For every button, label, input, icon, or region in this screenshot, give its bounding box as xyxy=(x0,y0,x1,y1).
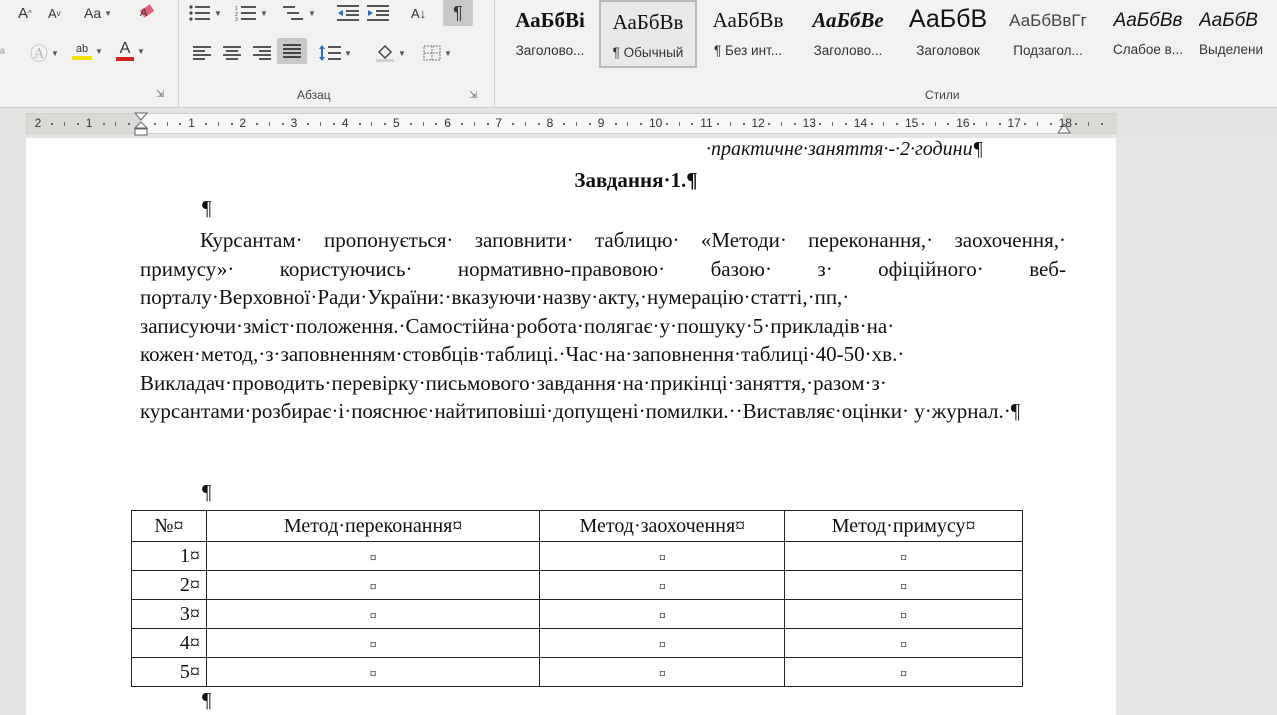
style-sample: АаБбВвГг xyxy=(1009,11,1087,30)
ruler-tick xyxy=(1050,123,1052,125)
multilevel-list-icon xyxy=(283,5,305,21)
shrink-font-icon: A xyxy=(48,5,57,21)
ruler-tick xyxy=(371,122,372,126)
ruler-number: 11 xyxy=(700,116,713,130)
style-name: Подзагол... xyxy=(1013,43,1083,58)
line-spacing-button[interactable]: ▼ xyxy=(319,40,352,66)
ruler-tick xyxy=(487,123,489,125)
style-heading-1[interactable] xyxy=(501,0,599,68)
style-no-spacing[interactable] xyxy=(699,0,797,68)
ruler-tick xyxy=(819,123,821,125)
styles-group xyxy=(494,0,1277,108)
ruler-tick xyxy=(307,123,309,125)
align-left-icon xyxy=(193,46,211,60)
table-row xyxy=(132,542,1023,571)
ruler-tick xyxy=(563,123,565,125)
ruler-tick xyxy=(128,123,130,125)
ruler-tick xyxy=(538,123,540,125)
style-sample: АаБбВ xyxy=(1199,10,1258,31)
grow-font-icon: A xyxy=(18,4,29,22)
ruler-tick xyxy=(1088,122,1089,126)
shrink-font-button[interactable]: A v xyxy=(48,5,61,21)
table-cell[interactable]: ¤ xyxy=(900,579,908,595)
ruler-number: 4 xyxy=(341,116,349,130)
ruler-tick xyxy=(423,122,424,126)
svg-text:1: 1 xyxy=(235,6,238,12)
row-number-cell[interactable]: 3¤ xyxy=(132,600,207,629)
ruler-tick xyxy=(103,123,105,125)
workspace-background xyxy=(1116,138,1277,715)
text-effects-button[interactable]: Ⓐ ▼ xyxy=(30,40,59,66)
header-cell-coercion[interactable]: Метод·примусу¤ xyxy=(785,511,1023,542)
ruler-tick xyxy=(474,122,475,126)
ruler-tick xyxy=(179,123,181,125)
table-cell[interactable]: ¤ xyxy=(369,637,377,653)
bullets-button[interactable]: ▼ xyxy=(189,0,222,26)
ruler-tick xyxy=(640,123,642,125)
ruler-number: 9 xyxy=(597,116,605,130)
ruler-tick xyxy=(269,122,270,126)
style-name: ¶ Обычный xyxy=(612,45,684,60)
table-cell[interactable]: ¤ xyxy=(658,637,666,653)
svg-text:A: A xyxy=(140,7,148,19)
style-subtle-emphasis[interactable] xyxy=(1099,0,1197,68)
row-number-cell[interactable]: 4¤ xyxy=(132,629,207,658)
ruler-tick xyxy=(973,123,975,125)
change-case-label: Aa xyxy=(84,5,102,21)
style-name: Заголовок xyxy=(916,43,980,58)
align-left-button[interactable] xyxy=(193,40,211,66)
ruler-tick xyxy=(947,123,949,125)
ruler-tick xyxy=(256,123,258,125)
clear-formatting-button[interactable] xyxy=(138,0,158,26)
ruler-tick xyxy=(51,123,53,125)
ruler-tick xyxy=(576,122,577,126)
ruler-tick xyxy=(627,122,628,126)
change-case-button[interactable]: Aa ▼ xyxy=(84,5,113,21)
style-name: Заголово... xyxy=(515,43,585,58)
ruler-tick xyxy=(794,123,796,125)
ruler-tick xyxy=(781,122,782,126)
style-heading-2[interactable] xyxy=(799,0,897,68)
highlight-color-button[interactable]: ab ▼ xyxy=(72,38,103,64)
ruler-tick xyxy=(832,122,833,126)
style-sample: АаБбВе xyxy=(812,8,884,32)
ruler-tick xyxy=(589,123,591,125)
svg-text:3: 3 xyxy=(235,17,238,21)
table-cell[interactable]: ¤ xyxy=(369,579,377,595)
style-sample: АаБбВв xyxy=(612,10,684,34)
line-spacing-icon xyxy=(319,45,341,61)
ribbon xyxy=(0,0,1277,108)
show-formatting-marks-button[interactable] xyxy=(443,0,473,26)
header-cell-encouragement[interactable]: Метод·заохочення¤ xyxy=(540,511,785,542)
grow-font-button[interactable]: A ^ xyxy=(18,4,32,22)
ruler-tick xyxy=(935,122,936,126)
ruler-tick xyxy=(922,123,924,125)
ruler-tick xyxy=(999,123,1001,125)
ruler-tick xyxy=(115,122,116,126)
ruler-number: 8 xyxy=(546,116,554,130)
table-cell[interactable]: ¤ xyxy=(658,666,666,682)
ruler-tick xyxy=(384,123,386,125)
sort-button[interactable] xyxy=(411,0,426,26)
bullets-icon xyxy=(189,5,211,21)
ruler-number: 17 xyxy=(1007,116,1021,130)
table-cell[interactable]: ¤ xyxy=(369,550,377,566)
ruler-number: 3 xyxy=(290,116,298,130)
ruler-tick xyxy=(205,123,207,125)
style-name: ¶ Без инт... xyxy=(714,43,782,58)
ruler-tick xyxy=(883,122,884,126)
ruler-number: 18 xyxy=(1058,116,1072,130)
style-emphasis[interactable] xyxy=(1199,0,1277,68)
table-header-row xyxy=(132,511,1023,542)
ruler-number: 1 xyxy=(85,116,93,130)
increase-indent-icon xyxy=(367,5,389,21)
table-cell[interactable]: ¤ xyxy=(658,579,666,595)
ruler-tick xyxy=(525,122,526,126)
body-paragraph: Курсантам· пропонується· заповнити· таблицю· «Методи· переконання,· заохочення,· примусу»· користуючись· нормативно-правовою· базою· з· офіційного· веб-порталу·Верховної·Ради·України:·вказуючи·назву·акту,·нумерацію·статті,·пп,· записуючи·зміст·положення.·Самостійна·робота·полягає·у·пошуку·5·прикладів·на· кожен·метод,·з·заповненням·стовбців·таблиці.·Час·на·заповнення·таблиці·40-50·хв.· Викладач·проводить·перевірку·письмового·завдання·на·прикінці·заняття,·разом·з· курсантами·розбирає·і·пояснює·найтиповіші·допущені·помилки.··Виставляє·оцінки· у·журнал.·¶ xyxy=(140,228,1066,423)
paint-bucket-icon xyxy=(375,44,395,62)
decrease-indent-button[interactable] xyxy=(337,0,359,26)
style-name: Выделени xyxy=(1199,42,1264,57)
table-cell[interactable]: ¤ xyxy=(900,637,908,653)
decrease-indent-icon xyxy=(337,5,359,21)
ruler-tick xyxy=(512,123,514,125)
ruler-tick xyxy=(845,123,847,125)
ruler-tick xyxy=(231,123,233,125)
table-row xyxy=(132,571,1023,600)
ruler-number: 15 xyxy=(905,116,919,130)
document-page[interactable] xyxy=(26,138,1116,715)
ruler-tick xyxy=(1037,122,1038,126)
ruler-tick xyxy=(435,123,437,125)
borders-icon xyxy=(423,45,441,61)
table-row xyxy=(132,658,1023,687)
style-sample: АаБбВі xyxy=(515,8,585,32)
ruler-tick xyxy=(410,123,412,125)
align-center-button[interactable] xyxy=(223,40,241,66)
style-subtitle[interactable] xyxy=(999,0,1097,68)
ruler-tick xyxy=(359,123,361,125)
increase-indent-button[interactable] xyxy=(367,0,389,26)
ruler-number: 14 xyxy=(853,116,868,130)
paragraph-dialog-launcher-icon[interactable]: ⇲ xyxy=(469,90,478,101)
svg-text:2: 2 xyxy=(235,12,238,18)
ruler-tick xyxy=(896,123,898,125)
font-color-icon: A xyxy=(116,41,134,61)
ruler-tick xyxy=(615,123,617,125)
font-color-button[interactable]: A ▼ xyxy=(116,38,145,64)
ruler-number: 5 xyxy=(393,116,400,130)
style-sample: АаБбВв xyxy=(1113,10,1183,31)
style-title[interactable] xyxy=(899,0,997,68)
styles-group-label: Стили xyxy=(925,88,960,102)
ruler-tick xyxy=(77,123,79,125)
font-group xyxy=(0,0,176,108)
numbering-button[interactable]: 1 2 3 ▼ xyxy=(235,6,268,21)
ruler-tick xyxy=(871,123,873,125)
header-cell-number[interactable]: №¤ xyxy=(132,511,207,542)
ruler-tick xyxy=(730,122,731,126)
ruler-number: 6 xyxy=(444,116,451,130)
header-cell-persuasion[interactable]: Метод·переконання¤ xyxy=(206,511,540,542)
ruler-tick xyxy=(666,123,668,125)
style-sample: АаБбВв xyxy=(712,8,784,32)
ruler-tick xyxy=(1024,123,1026,125)
text-outline-icon: Ⓐ xyxy=(30,44,48,64)
table-cell[interactable]: ¤ xyxy=(900,550,908,566)
ruler-tick xyxy=(320,122,321,126)
ruler-tick xyxy=(167,122,168,126)
ruler-number: 2 xyxy=(34,116,42,130)
ruler-tick xyxy=(679,122,680,126)
sort-icon: A↓ xyxy=(411,5,427,21)
align-right-icon xyxy=(253,46,271,60)
eraser-icon xyxy=(138,4,158,22)
ruler-tick xyxy=(154,123,156,125)
ruler-tick xyxy=(1101,123,1103,125)
ruler-tick xyxy=(64,122,65,126)
empty-paragraph: ¶ xyxy=(202,480,212,504)
table-cell[interactable]: ¤ xyxy=(369,608,377,624)
ruler-tick xyxy=(743,123,745,125)
ruler-tick xyxy=(986,122,987,126)
ruler-tick xyxy=(218,122,219,126)
row-number-cell[interactable]: 2¤ xyxy=(132,571,207,600)
table-cell[interactable]: ¤ xyxy=(658,608,666,624)
ruler-tick xyxy=(333,123,335,125)
multilevel-list-button[interactable]: ▼ xyxy=(283,0,316,26)
ruler-number: 1 xyxy=(188,116,195,130)
highlighter-icon: ab xyxy=(72,43,92,60)
ruler-tick xyxy=(282,123,284,125)
empty-paragraph: ¶ xyxy=(202,688,212,712)
borders-button[interactable]: ▼ xyxy=(423,40,452,66)
horizontal-ruler[interactable] xyxy=(26,113,1116,134)
align-right-button[interactable] xyxy=(253,40,271,66)
methods-table[interactable] xyxy=(131,510,1023,687)
table-cell[interactable]: ¤ xyxy=(658,550,666,566)
ruler-number: 12 xyxy=(751,116,765,130)
empty-paragraph: ¶ xyxy=(202,196,212,220)
style-name: Слабое в... xyxy=(1112,42,1184,57)
font-dialog-launcher-icon[interactable]: ⇲ xyxy=(156,89,165,100)
paragraph-group-label: Абзац xyxy=(297,88,331,102)
row-number-cell[interactable]: 5¤ xyxy=(132,658,207,687)
header-line: ·практичне·заняття·-·2·години¶ xyxy=(706,138,984,160)
table-row xyxy=(132,629,1023,658)
ruler-tick xyxy=(691,123,693,125)
table-cell[interactable]: ¤ xyxy=(900,608,908,624)
ruler-tick xyxy=(768,123,770,125)
style-name: Заголово... xyxy=(813,43,883,58)
ruler-number: 2 xyxy=(239,116,247,130)
ruler-number: 13 xyxy=(802,116,816,130)
paragraph-group xyxy=(178,0,490,108)
align-center-icon xyxy=(223,46,241,60)
table-row xyxy=(132,600,1023,629)
ruler-number: 16 xyxy=(956,116,970,130)
justify-icon xyxy=(283,44,301,58)
ruler-tick xyxy=(717,123,719,125)
text-effects-icon: ª xyxy=(0,45,5,61)
document-title: Завдання·1.¶ xyxy=(574,168,698,192)
table-cell[interactable]: ¤ xyxy=(369,666,377,682)
first-line-indent-marker[interactable] xyxy=(133,112,149,136)
ruler-number: 10 xyxy=(649,116,663,130)
row-number-cell[interactable]: 1¤ xyxy=(132,542,207,571)
ruler-tick xyxy=(461,123,463,125)
pilcrow-icon: ¶ xyxy=(453,2,463,23)
shading-button[interactable]: ▼ xyxy=(375,40,406,66)
table-cell[interactable]: ¤ xyxy=(900,666,908,682)
ruler-tick xyxy=(1075,123,1077,125)
justify-button[interactable] xyxy=(277,38,307,64)
ruler-number: 7 xyxy=(495,116,503,130)
numbering-icon xyxy=(235,5,257,21)
style-sample: АаБбВ xyxy=(908,5,988,33)
text-effects-left[interactable] xyxy=(0,40,5,66)
style-normal[interactable] xyxy=(599,0,697,68)
ruler-left-margin xyxy=(27,114,141,133)
